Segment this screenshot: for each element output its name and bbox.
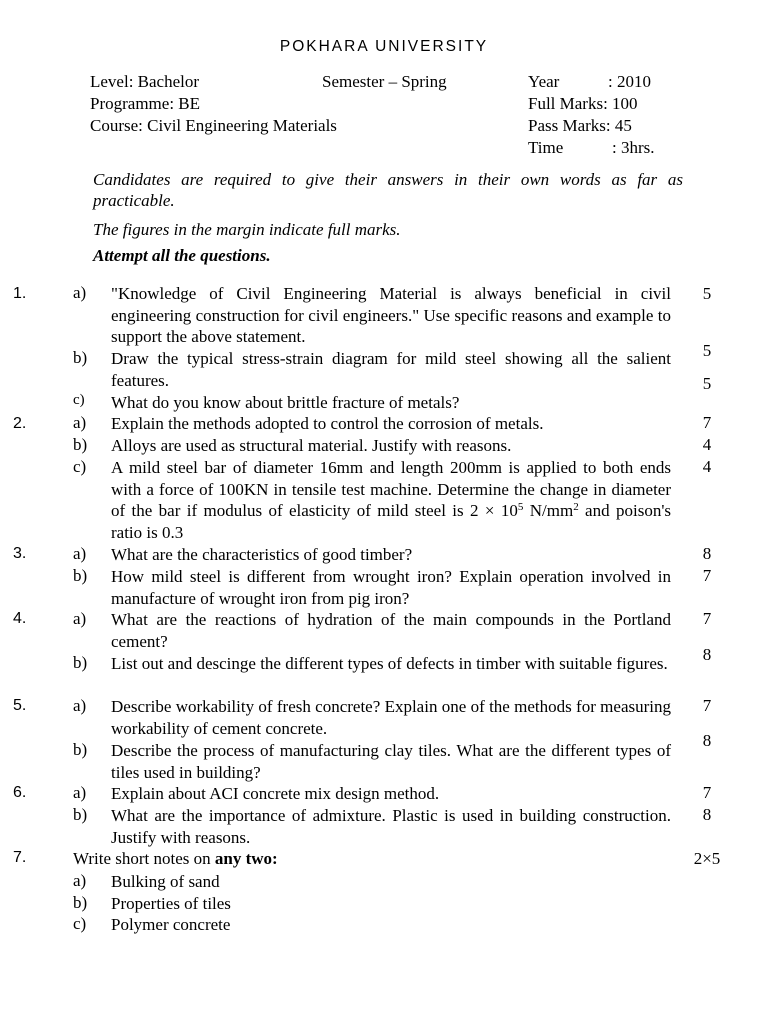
marks: 7 — [702, 609, 712, 628]
programme: Programme: BE — [90, 94, 201, 113]
question-text — [73, 849, 278, 869]
pass-marks: Pass Marks: 45 — [528, 116, 632, 135]
question-text-part: N/mm — [523, 501, 574, 521]
university-title: POKHARA UNIVERSITY — [279, 38, 489, 55]
marks: 8 — [702, 805, 712, 824]
marks: 8 — [702, 645, 712, 664]
question-text: Alloys are used as structural material. Justify with reasons. — [111, 436, 512, 455]
question-text: How mild steel is different from wrought iron? Explain operation involved in manufacture of wrought iron from pig iron? — [111, 567, 671, 608]
part-label: a) — [73, 544, 87, 563]
marks: 8 — [702, 544, 712, 563]
part-label: c) — [73, 392, 85, 408]
exponent: 2 — [573, 501, 579, 514]
time-label: Time — [528, 138, 564, 157]
marks: 7 — [702, 696, 712, 715]
question-text: What do you know about brittle fracture of metals? — [111, 393, 460, 412]
question-text-part: Write short notes on — [73, 849, 215, 868]
marks: 8 — [702, 731, 712, 750]
question-text: "Knowledge of Civil Engineering Material is always beneficial in civil engineering construction for civil engineers." Use specific reasons and example to support the above statement. — [111, 284, 671, 347]
course: Course: Civil Engineering Materials — [90, 116, 337, 135]
exponent: 5 — [517, 501, 524, 514]
part-label: b) — [73, 566, 88, 585]
part-label: c) — [73, 457, 87, 476]
semester: Semester – Spring — [322, 72, 447, 91]
question-number: 1. — [13, 285, 27, 302]
marks: 5 — [702, 284, 712, 303]
question-number: 6. — [13, 784, 27, 801]
question-text: What are the reactions of hydration of the main compounds in the Portland cement? — [111, 610, 671, 651]
part-label: c) — [73, 914, 87, 933]
part-label: a) — [73, 413, 87, 432]
question-text: List out and descinge the different types of defects in timber with suitable figures. — [111, 654, 668, 673]
question-text: What are the importance of admixture. Plastic is used in building construction. Justify with reasons. — [111, 806, 671, 847]
marks: 2×5 — [693, 849, 721, 868]
part-label: b) — [73, 435, 88, 454]
question-text: Properties of tiles — [111, 894, 231, 913]
part-label: b) — [73, 653, 88, 672]
question-number: 5. — [13, 697, 27, 714]
part-label: b) — [73, 893, 88, 912]
question-text: Describe workability of fresh concrete? Explain one of the methods for measuring workability of cement concrete. — [111, 697, 671, 738]
question-text-emphasis: any two: — [214, 849, 278, 868]
part-label: a) — [73, 871, 87, 890]
marks: 4 — [702, 457, 712, 476]
part-label: a) — [73, 283, 87, 302]
question-text: What are the characteristics of good timber? — [111, 545, 413, 564]
part-label: a) — [73, 609, 87, 628]
question-number: 2. — [13, 415, 27, 432]
marks: 5 — [702, 374, 712, 393]
question-text: Explain about ACI concrete mix design method. — [111, 784, 440, 803]
question-text — [111, 457, 671, 544]
question-text: Polymer concrete — [111, 915, 231, 934]
part-label: a) — [73, 783, 87, 802]
question-number: 7. — [13, 849, 27, 866]
year-label: Year — [528, 72, 560, 91]
part-label: b) — [73, 348, 88, 367]
marks: 7 — [702, 413, 712, 432]
year-value: : 2010 — [608, 72, 651, 91]
part-label: a) — [73, 696, 87, 715]
question-text-part: and poison's ratio is 0.3 — [111, 501, 671, 543]
part-label: b) — [73, 740, 88, 759]
marks: 7 — [702, 566, 712, 585]
question-text: Draw the typical stress-strain diagram for mild steel showing all the salient features. — [111, 349, 671, 390]
question-number: 4. — [13, 610, 27, 627]
marks: 4 — [702, 435, 712, 454]
question-text: Explain the methods adopted to control the corrosion of metals. — [111, 414, 544, 433]
question-text-part: A mild steel bar of diameter 16mm and length 200mm is applied to both ends with a force of 100KN in tensile test machine. Determine the change in diameter of the bar if modulus of elasticity of mild steel is 2 × 10 — [111, 458, 671, 521]
part-label: b) — [73, 805, 88, 824]
instruction-margin: The figures in the margin indicate full marks. — [93, 220, 401, 239]
marks: 5 — [702, 341, 712, 360]
marks: 7 — [702, 783, 712, 802]
question-number: 3. — [13, 545, 27, 562]
instruction-attempt: Attempt all the questions. — [93, 246, 271, 265]
level: Level: Bachelor — [90, 72, 200, 91]
question-text: Describe the process of manufacturing clay tiles. What are the different types of tiles used in building? — [111, 741, 671, 782]
question-text: Bulking of sand — [111, 872, 220, 891]
time-value: : 3hrs. — [612, 138, 655, 157]
full-marks: Full Marks: 100 — [528, 94, 638, 113]
instruction-answers: Candidates are required to give their answers in their own words as far as practicable. — [93, 170, 683, 210]
